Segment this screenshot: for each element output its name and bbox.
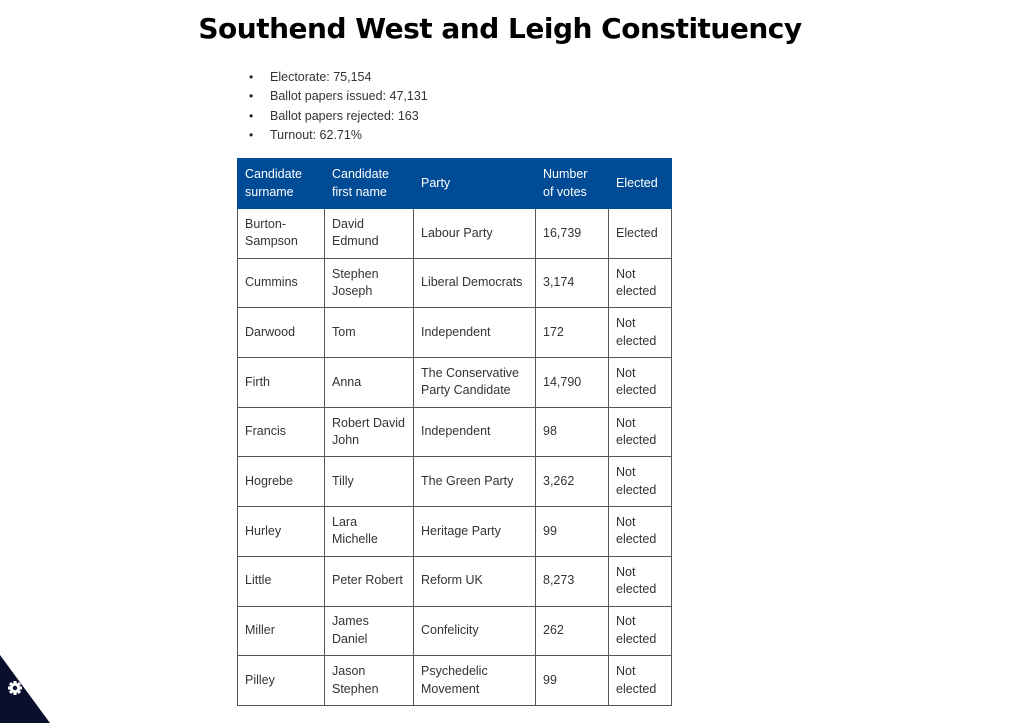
cell-elected: Not elected — [609, 656, 672, 706]
cell-party: Psychedelic Movement — [414, 656, 536, 706]
cell-first-name: Stephen Joseph — [325, 258, 414, 308]
cell-surname: Hogrebe — [238, 457, 325, 507]
cell-votes: 99 — [536, 507, 609, 557]
bullet-icon: • — [249, 89, 254, 104]
header-surname: Candidate surname — [238, 159, 325, 209]
stats-list — [249, 68, 428, 145]
corner-triangle[interactable] — [0, 655, 50, 723]
corner-shape — [0, 655, 50, 723]
cell-elected: Not elected — [609, 556, 672, 606]
table-row — [238, 407, 672, 457]
cell-first-name: David Edmund — [325, 209, 414, 259]
results-table — [237, 158, 672, 706]
cell-surname: Darwood — [238, 308, 325, 358]
cell-elected: Not elected — [609, 507, 672, 557]
cell-party: The Green Party — [414, 457, 536, 507]
stat-text: Ballot papers rejected: 163 — [270, 108, 419, 123]
table-row — [238, 606, 672, 656]
cell-surname: Francis — [238, 407, 325, 457]
table-row — [238, 358, 672, 408]
cell-party: Labour Party — [414, 209, 536, 259]
cell-party: Independent — [414, 407, 536, 457]
table-row — [238, 209, 672, 259]
cell-votes: 3,262 — [536, 457, 609, 507]
cell-party: The Conservative Party Candidate — [414, 358, 536, 408]
cell-elected: Not elected — [609, 358, 672, 408]
cell-votes: 14,790 — [536, 358, 609, 408]
cell-votes: 172 — [536, 308, 609, 358]
stat-text: Electorate: 75,154 — [270, 70, 372, 84]
cell-elected: Not elected — [609, 457, 672, 507]
header-elected: Elected — [609, 159, 672, 209]
cell-first-name: Anna — [325, 358, 414, 408]
page-title: Southend West and Leigh Constituency — [198, 12, 802, 45]
cell-votes: 16,739 — [536, 209, 609, 259]
cell-party: Heritage Party — [414, 507, 536, 557]
cell-surname: Little — [238, 556, 325, 606]
cell-elected: Not elected — [609, 606, 672, 656]
stat-ballot-papers-issued — [249, 87, 428, 106]
cell-surname: Hurley — [238, 507, 325, 557]
cell-votes: 8,273 — [536, 556, 609, 606]
table-row — [238, 556, 672, 606]
cell-first-name: Robert David John — [325, 407, 414, 457]
cell-first-name: Lara Michelle — [325, 507, 414, 557]
cell-elected: Elected — [609, 209, 672, 259]
settings-corner-button[interactable] — [0, 655, 50, 723]
header-party: Party — [414, 159, 536, 209]
header-votes: Number of votes — [536, 159, 609, 209]
cell-surname: Burton-Sampson — [238, 209, 325, 259]
cell-elected: Not elected — [609, 258, 672, 308]
gear-icon[interactable] — [8, 681, 22, 695]
cell-surname: Cummins — [238, 258, 325, 308]
cell-elected: Not elected — [609, 308, 672, 358]
cell-elected: Not elected — [609, 407, 672, 457]
cell-surname: Firth — [238, 358, 325, 408]
cell-first-name: Peter Robert — [325, 556, 414, 606]
table-header-row — [238, 159, 672, 209]
cell-votes: 262 — [536, 606, 609, 656]
cell-votes: 98 — [536, 407, 609, 457]
cell-surname: Pilley — [238, 656, 325, 706]
table-row — [238, 656, 672, 706]
stat-text: Turnout: 62.71% — [270, 127, 362, 142]
header-first-name: Candidate first name — [325, 159, 414, 209]
bullet-icon: • — [249, 108, 254, 123]
stat-ballot-papers-rejected — [249, 107, 428, 126]
cell-votes: 99 — [536, 656, 609, 706]
cell-party: Independent — [414, 308, 536, 358]
stat-text: Ballot papers issued: 47,131 — [270, 89, 428, 104]
cell-party: Liberal Democrats — [414, 258, 536, 308]
table-row — [238, 308, 672, 358]
cell-first-name: James Daniel — [325, 606, 414, 656]
cell-surname: Miller — [238, 606, 325, 656]
cell-first-name: Tom — [325, 308, 414, 358]
stat-turnout — [249, 126, 428, 145]
cell-party: Confelicity — [414, 606, 536, 656]
cell-party: Reform UK — [414, 556, 536, 606]
table-row — [238, 258, 672, 308]
bullet-icon: • — [249, 127, 254, 142]
cell-first-name: Jason Stephen — [325, 656, 414, 706]
bullet-icon: • — [249, 70, 254, 84]
cell-first-name: Tilly — [325, 457, 414, 507]
stat-electorate — [249, 68, 428, 87]
table-row — [238, 507, 672, 557]
table-row — [238, 457, 672, 507]
cell-votes: 3,174 — [536, 258, 609, 308]
